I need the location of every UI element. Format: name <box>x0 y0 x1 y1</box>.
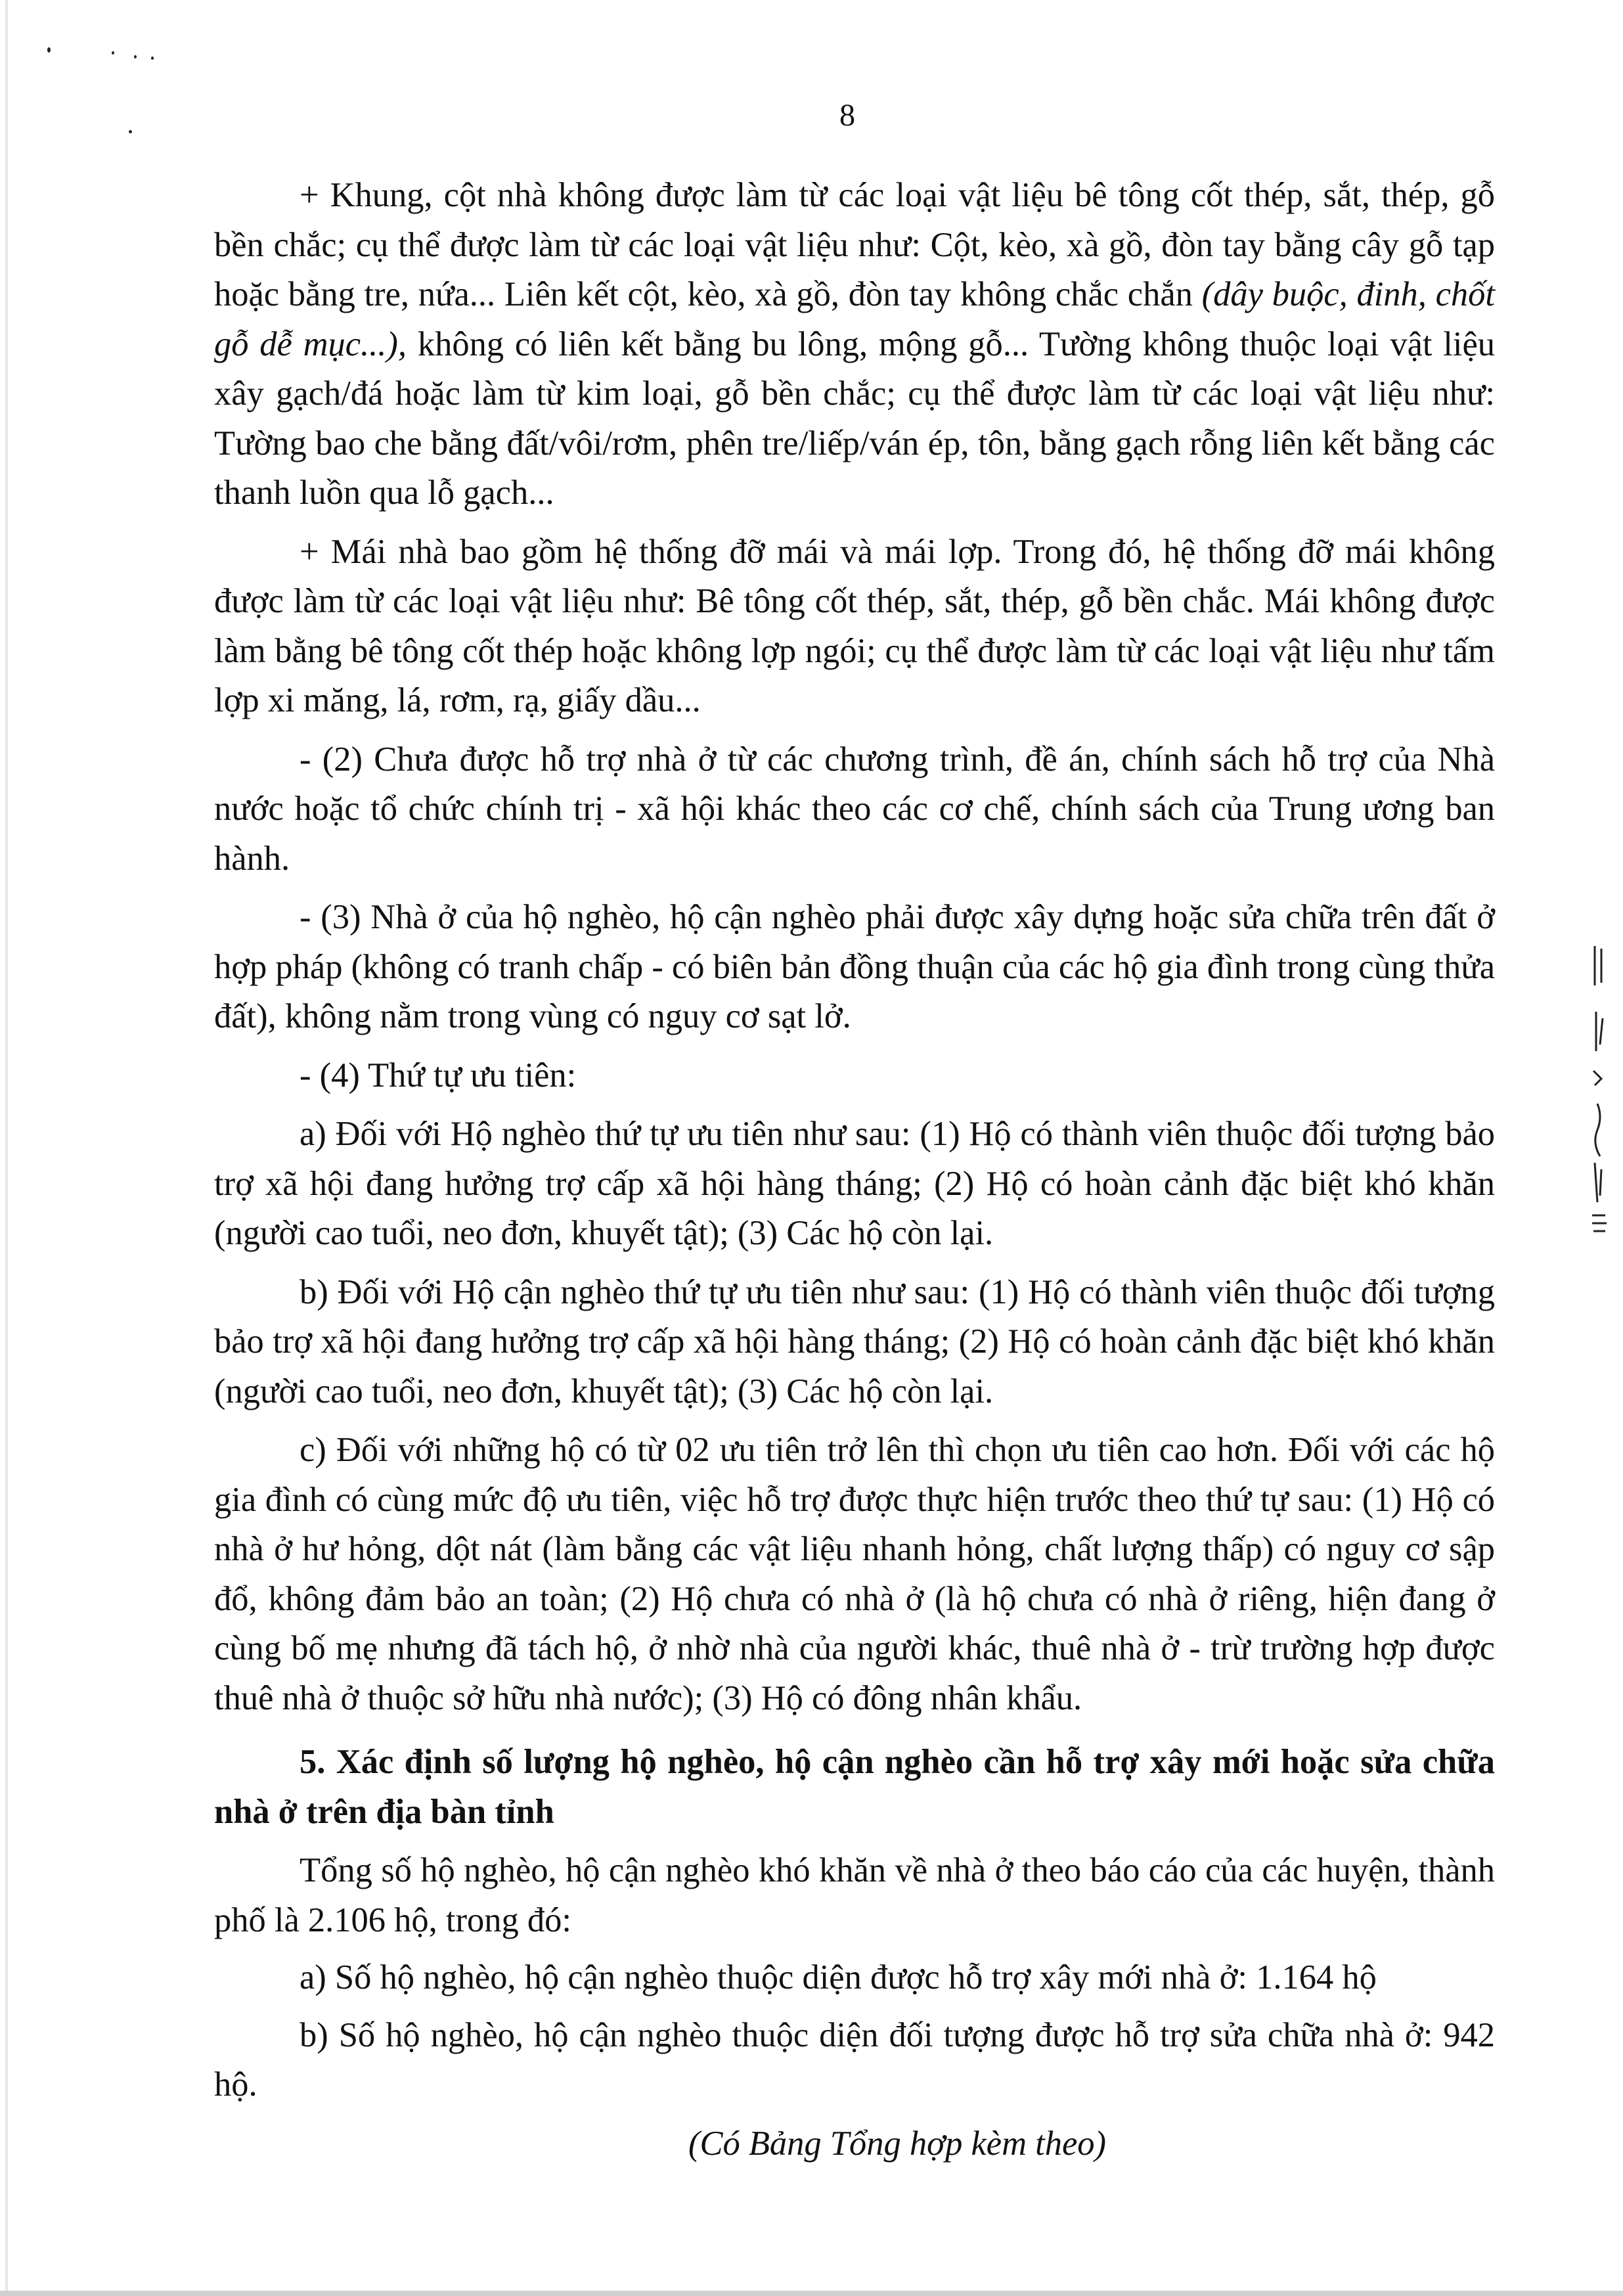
paragraph-priority-c: c) Đối với những hộ có từ 02 ưu tiên trở lên thì chọn ưu tiên cao hơn. Đối với các hộ gia đình có cùng mức độ ưu tiên, việc hỗ trợ được thực hiện trước theo thứ tự sau: (1) Hộ có nhà ở hư hỏng, dột nát (làm bằng các vật liệu nhanh hỏng, chất lượng thấp) có nguy cơ sập đổ, không đảm bảo an toàn; (2) Hộ chưa có nhà ở (là hộ chưa có nhà ở riêng, hiện đang ở cùng bố mẹ nhưng đã tách hộ, ở nhờ nhà của người khác, thuê nhà ở - trừ trường hợp được thuê nhà ở thuộc sở hữu nhà nước); (3) Hộ có đông nhân khẩu. <box>214 1431 1495 1717</box>
paragraph-italic-text: (dây buộc, đinh, chốt gỗ dễ mục...), <box>214 275 1495 363</box>
section-intro: Tổng số hộ nghèo, hộ cận nghèo khó khăn về nhà ở theo báo cáo của các huyện, thành phố là 2.106 hộ, trong đó: <box>214 1851 1495 1939</box>
scan-speck <box>151 56 154 60</box>
paragraph-condition-2: - (2) Chưa được hỗ trợ nhà ở từ các chương trình, đề án, chính sách hỗ trợ của Nhà nước hoặc tổ chức chính trị - xã hội khác theo các cơ chế, chính sách của Trung ương ban hành. <box>214 740 1495 878</box>
scan-speck <box>134 55 137 58</box>
paragraph-priority-b: b) Đối với Hộ cận nghèo thứ tự ưu tiên như sau: (1) Hộ có thành viên thuộc đối tượng bảo trợ xã hội đang hưởng trợ cấp xã hội hàng tháng; (2) Hộ có hoàn cảnh đặc biệt khó khăn (người cao tuổi, neo đơn, khuyết tật); (3) Các hộ còn lại. <box>214 1272 1495 1410</box>
paragraph-text: không có liên kết bằng bu lông, mộng gỗ... Tường không thuộc loại vật liệu xây gạch/đá hoặc làm từ kim loại, gỗ bền chắc; cụ thể được làm từ các loại vật liệu như: Tường bao che bằng đất/vôi/rơm, phên tre/liếp/ván ép, tôn, bằng gạch rỗng liên kết bằng các thanh luồn qua lỗ gạch... <box>214 325 1495 512</box>
scan-speck <box>112 51 114 55</box>
scan-speck <box>47 47 51 53</box>
section-item-b: b) Số hộ nghèo, hộ cận nghèo thuộc diện đối tượng được hỗ trợ sửa chữa nhà ở: 942 hộ. <box>214 2015 1495 2104</box>
paragraph-condition-3: - (3) Nhà ở của hộ nghèo, hộ cận nghèo phải được xây dựng hoặc sửa chữa trên đất ở hợp pháp (không có tranh chấp - có biên bản đồng thuận của các hộ gia đình trong cùng thửa đất), không nằm trong vùng có nguy cơ sạt lở. <box>214 898 1496 1035</box>
attachment-note: (Có Bảng Tổng hợp kèm theo) <box>688 2124 1107 2163</box>
page-number: 8 <box>839 98 855 133</box>
section-item-a: a) Số hộ nghèo, hộ cận nghèo thuộc diện được hỗ trợ xây mới nhà ở: 1.164 hộ <box>300 1958 1377 1996</box>
scan-edge <box>5 0 8 2296</box>
scan-bottom-border <box>0 2291 1623 2296</box>
document-body <box>214 171 1495 2203</box>
paragraph-text: + Khung, cột nhà không được làm từ các loại vật liệu bê tông cốt thép, sắt, thép, gỗ bền chắc; cụ thể được làm từ các loại vật liệu như: Cột, kèo, xà gồ, đòn tay bằng cây gỗ tạp hoặc bằng tre, nứa... Liên kết cột, kèo, xà gồ, đòn tay không chắc chắn <box>214 176 1495 313</box>
margin-stamp-marks <box>1582 939 1621 1248</box>
scan-speck <box>129 130 132 133</box>
section-heading: 5. Xác định số lượng hộ nghèo, hộ cận nghèo cần hỗ trợ xây mới hoặc sửa chữa nhà ở trên địa bàn tỉnh <box>214 1743 1495 1831</box>
paragraph-roof: + Mái nhà bao gồm hệ thống đỡ mái và mái lợp. Trong đó, hệ thống đỡ mái không được làm từ các loại vật liệu như: Bê tông cốt thép, sắt, thép, gỗ bền chắc. Mái không được làm bằng bê tông cốt thép hoặc không lợp ngói; cụ thể được làm từ các loại vật liệu như tấm lợp xi măng, lá, rơm, rạ, giấy dầu... <box>214 532 1495 719</box>
paragraph-condition-4: - (4) Thứ tự ưu tiên: <box>300 1056 577 1094</box>
paragraph-frame-wall <box>214 171 1495 518</box>
paragraph-priority-a: a) Đối với Hộ nghèo thứ tự ưu tiên như sau: (1) Hộ có thành viên thuộc đối tượng bảo trợ xã hội đang hưởng trợ cấp xã hội hàng tháng; (2) Hộ có hoàn cảnh đặc biệt khó khăn (người cao tuổi, neo đơn, khuyết tật); (3) Các hộ còn lại. <box>214 1115 1495 1252</box>
